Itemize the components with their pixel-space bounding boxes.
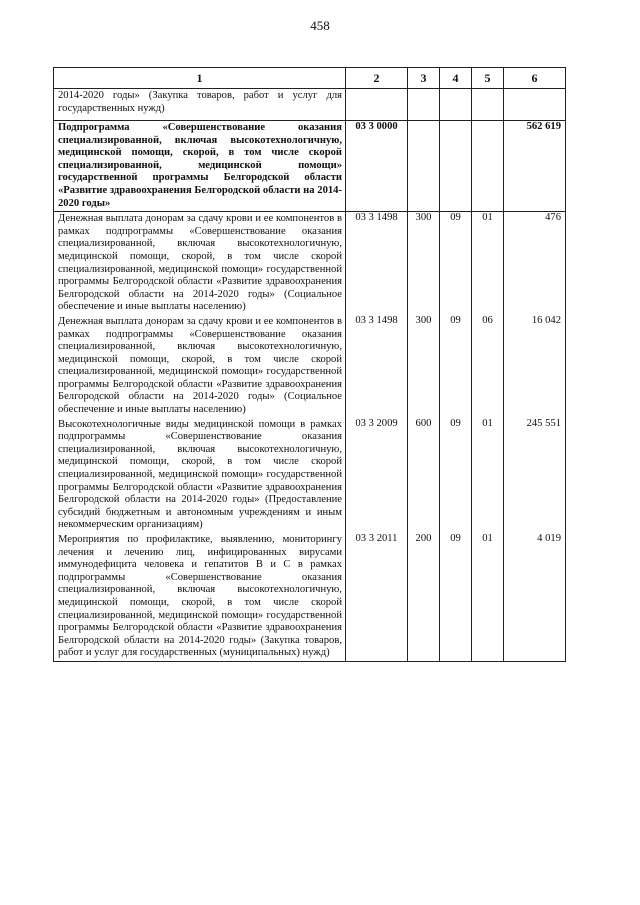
- row-code: 03 3 1498: [346, 212, 408, 315]
- row-section: 09: [440, 315, 472, 418]
- row-expense-type: 600: [408, 418, 440, 533]
- row-code: 03 3 1498: [346, 315, 408, 418]
- row-description: 2014-2020 годы» (Закупка товаров, работ и услуг для государственных нужд): [54, 89, 346, 121]
- column-header-4: 4: [440, 68, 472, 89]
- row-description: Высокотехнологичные виды медицинской помощи в рамках подпрограммы «Совершенствование оказания специализированной, включая высокотехнологичную, медицинской помощи, скорой, в том числе скорой специализированной, медицинской помощи» государственной программы Белгородской области «Развитие здравоохранения Белгородской области на 2014-2020 годы» (Предоставление субсидий бюджетным и автономным учреждениям и иным некоммерческим организациям): [54, 418, 346, 533]
- row-code: 03 3 2009: [346, 418, 408, 533]
- table-row-subprogram: [54, 121, 566, 212]
- row-subsection: 01: [472, 418, 504, 533]
- row-section: 09: [440, 418, 472, 533]
- table-row: [54, 89, 566, 121]
- row-section: [440, 121, 472, 212]
- row-expense-type: 200: [408, 533, 440, 661]
- row-section: [440, 89, 472, 121]
- row-amount: 476: [504, 212, 566, 315]
- page-number: 458: [310, 18, 330, 33]
- row-description: Подпрограмма «Совершенствование оказания специализированной, включая высокотехнологичную, медицинской помощи, скорой, в том числе скорой специализированной, медицинской помощи» государственной программы Белгородской области «Развитие здравоохранения Белгородской области на 2014-2020 годы»: [54, 121, 346, 212]
- row-expense-type: [408, 121, 440, 212]
- row-description: Мероприятия по профилактике, выявлению, мониторингу лечения и лечению лиц, инфицированных вирусами иммунодефицита человека и гепатитов В и С в рамках подпрограммы «Совершенствование оказания специализированной, включая высокотехнологичную, медицинской помощи, скорой, в том числе скорой специализированной, медицинской помощи» государственной программы Белгородской области «Развитие здравоохранения Белгородской области на 2014-2020 годы» (Закупка товаров, работ и услуг для государственных (муниципальных) нужд): [54, 533, 346, 661]
- row-description: Денежная выплата донорам за сдачу крови и ее компонентов в рамках подпрограммы «Совершенствование оказания специализированной, включая высокотехнологичную, медицинской помощи, скорой, в том числе скорой специализированной, медицинской помощи» государственной программы Белгородской области «Развитие здравоохранения Белгородской области на 2014-2020 годы» (Социальное обеспечение и иные выплаты населению): [54, 212, 346, 315]
- row-code: [346, 89, 408, 121]
- row-expense-type: 300: [408, 212, 440, 315]
- table-row: [54, 212, 566, 315]
- row-subsection: 06: [472, 315, 504, 418]
- row-amount: 562 619: [504, 121, 566, 212]
- row-subsection: [472, 121, 504, 212]
- row-expense-type: 300: [408, 315, 440, 418]
- table-row: [54, 315, 566, 418]
- row-amount: 4 019: [504, 533, 566, 661]
- row-subsection: 01: [472, 212, 504, 315]
- table-header-row: [54, 68, 566, 89]
- row-expense-type: [408, 89, 440, 121]
- row-subsection: 01: [472, 533, 504, 661]
- column-header-6: 6: [504, 68, 566, 89]
- column-header-2: 2: [346, 68, 408, 89]
- row-amount: 245 551: [504, 418, 566, 533]
- column-header-1: 1: [54, 68, 346, 89]
- column-header-3: 3: [408, 68, 440, 89]
- column-header-5: 5: [472, 68, 504, 89]
- row-description: Денежная выплата донорам за сдачу крови и ее компонентов в рамках подпрограммы «Совершенствование оказания специализированной, включая высокотехнологичную, медицинской помощи, скорой, в том числе скорой специализированной, медицинской помощи» государственной программы Белгородской области «Развитие здравоохранения Белгородской области на 2014-2020 годы» (Социальное обеспечение и иные выплаты населению): [54, 315, 346, 418]
- table-row: [54, 533, 566, 661]
- row-code: 03 3 2011: [346, 533, 408, 661]
- row-section: 09: [440, 533, 472, 661]
- row-amount: 16 042: [504, 315, 566, 418]
- budget-table: [53, 67, 566, 662]
- table-row: [54, 418, 566, 533]
- row-code: 03 3 0000: [346, 121, 408, 212]
- row-amount: [504, 89, 566, 121]
- row-subsection: [472, 89, 504, 121]
- row-section: 09: [440, 212, 472, 315]
